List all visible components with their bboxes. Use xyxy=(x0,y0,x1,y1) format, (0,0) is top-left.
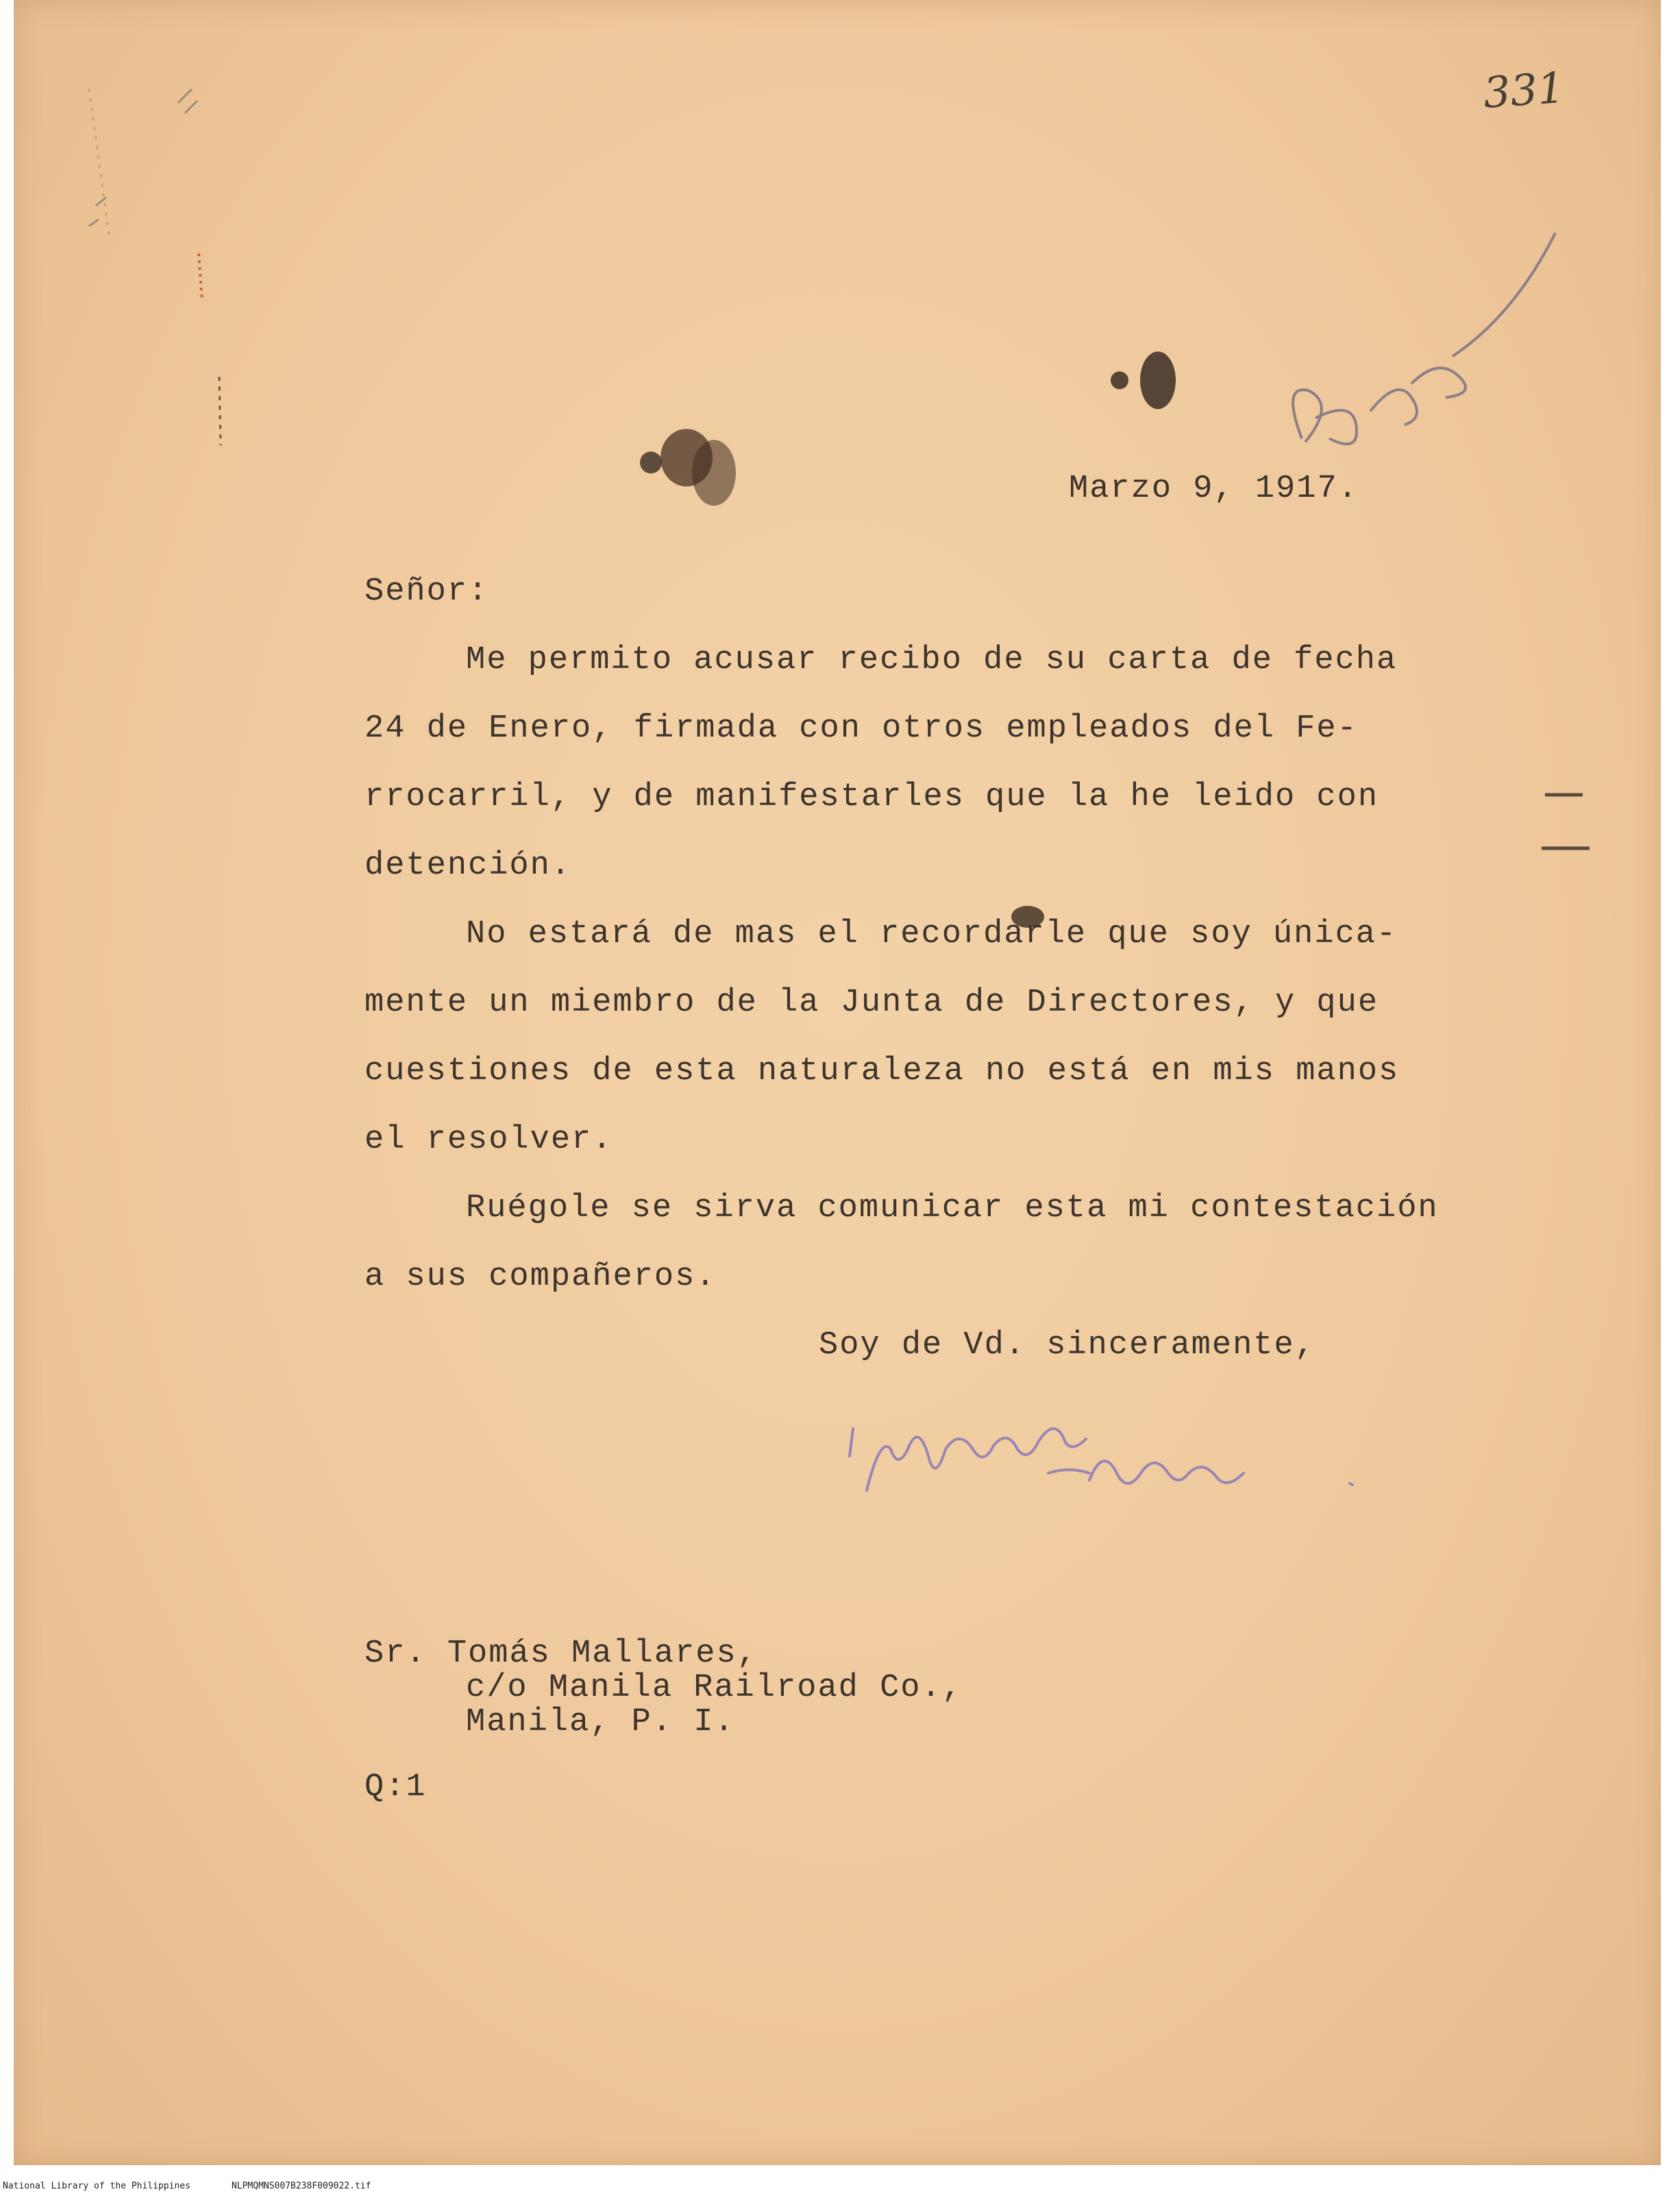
text-line: 24 de Enero, firmada con otros empleados del Fe- xyxy=(365,711,1358,747)
salutation: Señor: xyxy=(365,574,489,610)
archive-footer xyxy=(3,2181,371,2191)
text-line: el resolver. xyxy=(365,1122,613,1158)
letter-page xyxy=(14,0,1661,2165)
text-line: Me permito acusar recibo de su carta de fecha xyxy=(466,642,1398,678)
text-line: Ruégole se sirva comunicar esta mi contestación xyxy=(466,1190,1439,1227)
recipient-company: c/o Manila Railroad Co., xyxy=(466,1670,963,1706)
text-line: cuestiones de esta naturaleza no está en mis manos xyxy=(365,1053,1400,1089)
text-line: detención. xyxy=(365,848,572,884)
text-line: No estará de mas el recordarle que soy única- xyxy=(466,916,1398,952)
text-line: a sus compañeros. xyxy=(365,1259,717,1295)
recipient-city: Manila, P. I. xyxy=(466,1704,735,1740)
footer-filename: NLPMQMNS007B238F009022.tif xyxy=(231,2181,371,2191)
reference-code: Q:1 xyxy=(365,1769,427,1805)
letter-date: Marzo 9, 1917. xyxy=(1069,471,1359,507)
footer-institution: National Library of the Philippines xyxy=(3,2181,190,2191)
recipient-name: Sr. Tomás Mallares, xyxy=(365,1636,758,1672)
closing: Soy de Vd. sinceramente, xyxy=(819,1327,1315,1364)
text-line: rrocarril, y de manifestarles que la he leido con xyxy=(365,779,1379,815)
text-line: mente un miembro de la Junta de Directores, y que xyxy=(365,985,1379,1021)
page-number: 331 xyxy=(1481,62,1566,119)
signature xyxy=(14,0,1661,2165)
